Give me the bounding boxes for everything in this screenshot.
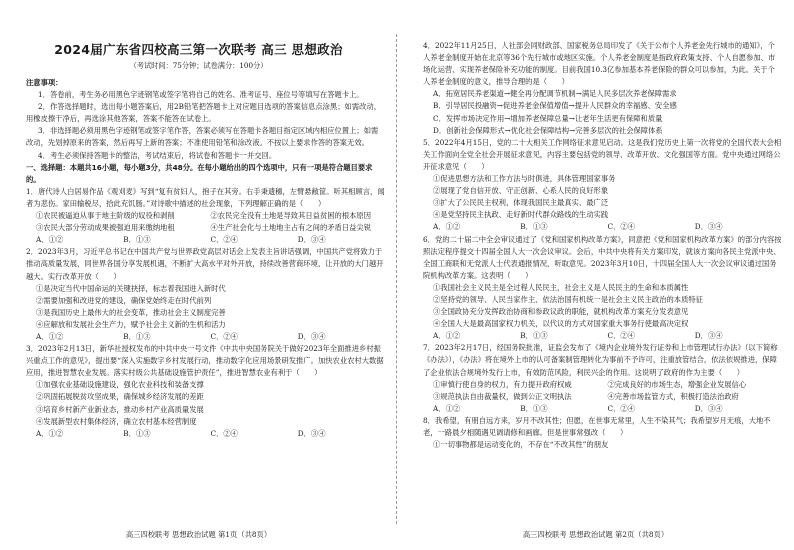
q5-option-a: A．①② [433, 222, 461, 232]
q7-statement-1: ①审慎行使自身的权力，有力提升政府权威 [433, 379, 572, 389]
q5-statement-1: ①促进思想方法和工作方法与时俱进，具体管理国家事务 [433, 174, 616, 184]
q2-statement-2: ②需要加强和改进党的建设，确保党始终走在时代前列 [36, 295, 212, 305]
q1-option-a: A．①② [36, 235, 64, 245]
q3-option-a: A．①② [36, 428, 64, 438]
q2-statement-3: ③是我国历史上最伟大的社会变革，推动社会主义制度完善 [36, 307, 226, 317]
q2-statement-4: ④应解放和发展社会生产力，赋予社会主义新的生机和活力 [36, 319, 226, 329]
q6-option-d: D．③④ [694, 331, 723, 341]
exam-title: 2024届广东省四校高三第一次联考 高三 思想政治 [54, 42, 343, 57]
q1-stem: 1．唐代诗人白居易作品《观刈麦》写到“复有贫妇人，抱子在其旁。右手秉遗穗，左臂悬敝筐。听其相顾言，闻者为悲伤。家田输税尽，拾此充饥肠。”对诗歌中描述的社会现象，下列理解正确的是（ ） [26, 186, 385, 208]
q7-stem: 7．2023年2月17日，经国务院批准，证监会发布了《境内企业境外发行证券和上市管理试行办法》（以下简称《办法》），《办法》将在境外上市的认可备案制管理转化为事前不予许可，注重放管结合，依法依规推进，保障了企业依法合规境外发行上市，有效防范风险，利民兴企的作用。这说明了政府的作为主要（ ） [423, 343, 778, 377]
q6-statement-1: ①我国社会主义民主是全过程人民民主，社会主义是人民民主的生命和本质属性 [433, 282, 689, 292]
page-2 [403, 0, 788, 550]
q2-option-a: A．①② [36, 331, 64, 341]
q6-options [403, 330, 788, 342]
q5-statement-3: ③扩大了公民民主权利，体现我国民主最真实、最广泛 [433, 198, 609, 208]
q1-statement-2: ②农民完全没有土地是导致其日益贫困的根本原因 [210, 211, 372, 221]
notice-2: 2．作答选择题时，选出每小题答案后，用2B铅笔把答题卡上对应题目选项的答案信息点涂黑；如需改动，用橡皮擦干净后，再选涂其他答案，答案不能答在试卷上。 [26, 102, 382, 124]
q5-stem: 5．2022年4月15日，党的二十大相关工作网络征求意见启动。这是我们党历史上第一次将党的全国代表大会相关工作面向全党全社会开展征求意见，内容主要包括党的领导、改革开放、文化强国等方面。党中央通过网络公开征求意见（ ） [423, 137, 782, 171]
q1-statement-1: ①农民被逼迫从事于地主阶级的奴役和剥削 [36, 211, 175, 221]
q5-option-d: D．③④ [694, 222, 723, 232]
q6-statement-3: ③全国政协充分发挥政治协商和参政议政的职能，就机构改革方案充分发表意见 [433, 307, 689, 317]
q3-statement-3: ③培育乡村新产业新业态，推动乡村产业高质量发展 [36, 404, 204, 414]
q1-statement-3: ③农民大部分劳动成果被强迫用来缴纳地租 [36, 223, 175, 233]
section-title: 一、选择题：本题共16小题，每小题3分，共48分。在每小题给出的四个选项中，只有一项是符合题目要求的。 [26, 162, 373, 184]
q2-option-b: B．①③ [123, 331, 151, 341]
notice-3: 3．非选择题必须用黑色字迹钢笔或签字笔作答，答案必须写在答题卡各题目指定区域内相应位置上；如需改动，先划掉原来的答案，然后再写上新的答案；不准使用铅笔和涂改液。不按以上要求作答的答案无效。 [26, 126, 379, 148]
q2-option-d: D．③④ [297, 331, 326, 341]
q7-statements [403, 379, 788, 403]
q2-option-c: C．②④ [210, 331, 238, 341]
q7-option-d: D．③④ [694, 403, 723, 413]
notice-1: 1．答卷前，考生务必用黑色字迹钢笔或签字笔将自己的姓名、准考证号、座位号等填写在答题卡上。 [38, 90, 364, 100]
notice-4: 4．考生必须保持答题卡的整洁，考试结束后，将试卷和答题卡一并交回。 [38, 150, 277, 160]
q2-stem: 2．2023年3月，习近平总书记在中国共产党与世界政党高层对话会上发表主旨讲话强调，中国共产党将致力于推动高质量发展，同世界各国分享发展机遇，不断扩大高水平对外开放，持续改善营商环境，让开放的大门越开越大。实行改革开放（ ） [26, 247, 384, 281]
q1-statements [6, 210, 391, 234]
q4-stem: 4．2022年11月25日，人社部会同财政部、国家税务总局印发了《关于公布个人养老金先行城市的通知》，个人养老金制度开始在北京等36个先行城市或地区实施。个人养老金制度是指政府政策支持、个人自愿参加、市场化运营、实现养老保险补充功能的制度。目前我国10.3亿参加基本养老保险的群众可以参加，为此。关于个人养老金制度的意义，推导合理的是（ ） [423, 41, 776, 87]
q8-statement-1: ①一切事物都是运动变化的，不存在“不改其性”的朋友 [433, 440, 609, 450]
q7-statement-2: ②完成良好的市场生态，增强企业发展信心 [607, 379, 747, 389]
q7-option-c: C．②④ [607, 403, 635, 413]
page-1-footer: 高三四校联考 思想政治试题 第1页（共8页） [125, 530, 272, 539]
q5-statement-4: ④是党坚持民主执政、走好新时代群众路线的生动实践 [433, 210, 609, 220]
q1-statement-4: ④生产社会化与土地地主占有之间的矛盾日益尖锐 [210, 223, 372, 233]
q3-stem: 3．2023年2月13日，新华社授权发布的中共中央一号文件《中共中央国务院关于做好2023年全面推进乡村振兴重点工作的意见》，提出要“深入实施数字乡村发展行动，推动数字化应用场景研发推广。加快农业农村大数据应用，推进智慧农业发展。落实村级公共基础设施管护责任”，推进智慧农业有利于（ ） [26, 344, 384, 378]
q3-option-b: B．①③ [123, 428, 151, 438]
q7-options [403, 403, 788, 415]
q5-option-c: C．②④ [607, 222, 635, 232]
q8-stem: 8．我希望，有朋自远方来，岁月不改其性；但愿，在世事无常里，人生不染其气；我希望岁月无痕，大地不老，一路晨夕相随遇见调请修和画廊。但是世事常强改（ ） [423, 415, 771, 437]
q6-option-b: B．①③ [520, 331, 548, 341]
q6-option-c: C．②④ [607, 331, 635, 341]
exam-info: （考试时间：75分钟；试卷满分：100分） [129, 61, 268, 70]
q7-statement-4: ④完善市场监管方式，积极打造法治政府 [607, 391, 739, 401]
q5-options [403, 221, 788, 233]
q3-option-c: C．②④ [210, 428, 238, 438]
q1-option-b: B．①③ [123, 235, 151, 245]
q3-statement-1: ①加强农业基础设施建设，强化农业科技和装备支撑 [36, 380, 204, 390]
q7-option-a: A．①② [433, 403, 461, 413]
q3-option-d: D．③④ [297, 428, 326, 438]
q1-option-d: D．③④ [297, 235, 326, 245]
q7-option-b: B．①③ [520, 403, 548, 413]
q3-statement-2: ②巩固拓展脱贫攻坚成果，确保城乡经济发展的差距 [36, 392, 204, 402]
q4-option-d: D．创新社会保障形式→优化社会保障结构→完善多层次的社会保障体系 [433, 125, 663, 135]
q3-statement-4: ④发展新型农村集体经济，确立农村基本经营制度 [36, 416, 197, 426]
q5-option-b: B．①③ [520, 222, 548, 232]
q6-stem: 6．党的二十届二中全会审议通过了《党和国家机构改革方案》，同意把《党和国家机构改革方案》的部分内容按照法定程序提交十四届全国人大一次会议审议。会后，中共中央将有关方案印发，就该方案向各民主党派中央、全国工商联和无党派人士代表通报情况，听取意见。2023年3月10日，十四届全国人大一次会议审议通过国务院机构改革方案。这表明（ ） [423, 234, 782, 280]
q1-option-c: C．②④ [210, 235, 238, 245]
notice-title: 注意事项： [26, 78, 63, 87]
q2-options [6, 331, 391, 343]
q1-options [6, 234, 391, 246]
q6-statement-2: ②坚持党的领导、人民当家作主、依法治国有机统一是社会主义民主政治的本质特征 [433, 294, 703, 304]
q7-statement-3: ③规范执法自由裁量权，做到公正文明执法 [433, 391, 572, 401]
q6-statement-4: ④全国人大是最高国家权力机关，以代议的方式对国家重大事务行使最高决定权 [433, 319, 689, 329]
q5-statement-2: ②展现了党自信开放、守正创新、心系人民的良好形象 [433, 186, 609, 196]
q4-option-b: B．引导居民投融资→促进养老金保值增值→提升人民群众的幸福感、安全感 [433, 101, 677, 111]
q2-statement-1: ①是决定当代中国命运的关键抉择，标志着我国进入新时代 [36, 283, 226, 293]
page-divider [396, 34, 397, 524]
page-2-footer: 高三四校联考 思想政治试题 第2页（共8页） [522, 530, 669, 539]
q6-option-a: A．①② [433, 331, 461, 341]
q4-option-c: C．发挥市场决定作用→增加养老保障总量→让老年生活更有保障和质量 [433, 113, 663, 123]
page-1 [6, 0, 391, 550]
q4-option-a: A．拓宽居民养老渠道→健全再分配调节机制→满足人民多层次养老保障需求 [433, 89, 677, 99]
q3-options [6, 428, 391, 440]
